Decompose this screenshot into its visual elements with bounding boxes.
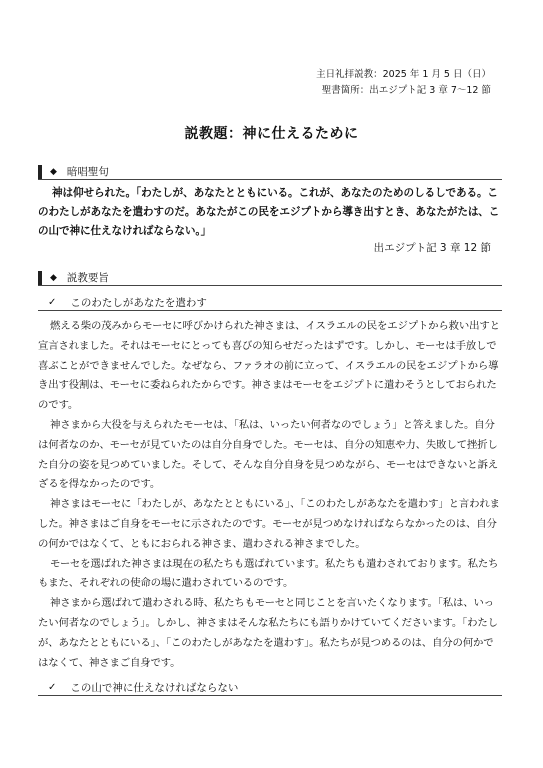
paragraph: モーセを選ばれた神さまは現在の私たちも選ばれています。私たちも遣わされております。私たちもまた、それぞれの使命の場に遣わされているのです。 xyxy=(38,557,499,590)
checkmark-icon: ✓ xyxy=(48,681,57,693)
sermon-title: 説教題：神に仕えるために xyxy=(184,126,359,142)
point-two-label: この山で神に仕えなければならない xyxy=(70,681,239,694)
paragraph: 神さまから大役を与えられたモーセは、「私は、いったい何者なのでしょう」と答えました。自分は何者なのか、モーセが見ていたのは自分自身でした。モーセは、自分の知恵や力、失敗して挫折した自分の姿を見つめていました。そして、そんな自分自身を見つめながら、モーセはできないと訴えざるを得なかったのです。 xyxy=(38,418,498,491)
heading-bar xyxy=(38,271,42,285)
diamond-icon: ◆ xyxy=(50,166,57,177)
memory-verse-heading xyxy=(38,164,502,180)
memory-verse-heading-label: 暗唱聖句 xyxy=(66,166,109,178)
diamond-icon: ◆ xyxy=(50,272,57,283)
paragraph: 燃える柴の茂みからモーセに呼びかけられた神さまは、イスラエルの民をエジプトから救い出すと宣言されました。それはモーセにとっても喜びの知らせだったはずです。しかし、モーセは手放しで喜ぶことができませんでした。なぜなら、ファラオの前に立って、イスラエルの民をエジプトから導き出す役割は、モーセに委ねられたからです。神さまはモーセをエジプトに遣わそうとしておられたのです。 xyxy=(38,320,500,412)
summary-heading-label: 説教要旨 xyxy=(66,272,109,284)
summary-heading xyxy=(38,270,502,286)
service-date: 主日礼拝説教：2025 年 1 月 5 日（日） xyxy=(316,69,491,80)
checkmark-icon: ✓ xyxy=(48,296,57,308)
memory-verse-reference: 出エジプト記 3 章 12 節 xyxy=(373,242,491,254)
heading-bar xyxy=(38,165,42,179)
paragraph: 神さまから選ばれて遣わされる時、私たちもモーセと同じことを言いたくなります。「私は、いったい何者なのでしょう」。しかし、神さまはそんな私たちにも語りかけていてくださいます。「わたしが、あなたとともにいる」、「このわたしがあなたを遣わす」。私たちが見つめるのは、自分の何かではなくて、神さまご自身です。 xyxy=(38,597,498,669)
point-two-heading xyxy=(38,679,502,696)
scripture-reference: 聖書箇所：出エジプト記 3 章 7～12 節 xyxy=(321,85,491,96)
point-one-heading xyxy=(38,294,502,311)
paragraph: 神さまはモーセに「わたしが、あなたとともにいる」、「このわたしがあなたを遣わす」と言われました。神さまはご自身をモーセに示されたのです。モーセが見つめなければならなかったのは、自分の何かではなくて、ともにおられる神さま、遣わされる神さまでした。 xyxy=(38,498,500,550)
point-one-label: このわたしがあなたを遣わす xyxy=(70,296,207,309)
memory-verse-text: 神は仰せられた。「わたしが、あなたとともにいる。これが、あなたのためのしるしである。このわたしがあなたを遣わすのだ。あなたがこの民をエジプトから導き出すとき、あなたがたは、この山で神に仕えなければならない。」 xyxy=(38,187,500,237)
summary-body xyxy=(38,317,502,673)
